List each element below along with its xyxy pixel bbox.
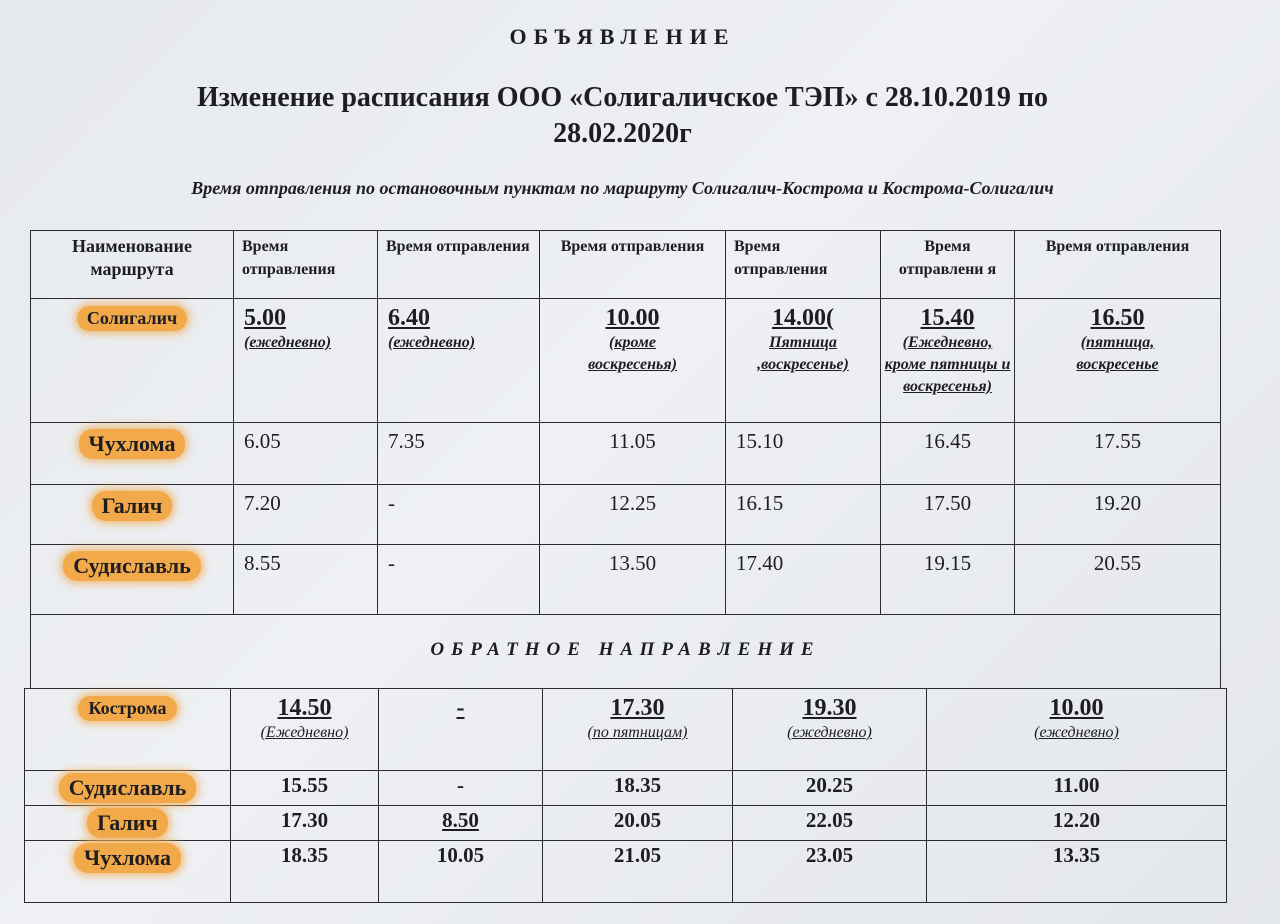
time-cell: 17.30 (по пятницам)	[543, 689, 733, 771]
time-cell: 14.00( Пятница ,воскресенье)	[726, 299, 881, 423]
row-galich	[31, 485, 1221, 545]
time-cell: 10.00 (кроме воскресенья)	[540, 299, 726, 423]
time-cell: 12.20	[927, 806, 1227, 841]
time-cell: 16.15	[726, 485, 881, 545]
header-departure-1: Время отправления	[234, 231, 378, 299]
reverse-schedule-table	[24, 688, 1227, 903]
time-cell: 17.50	[881, 485, 1015, 545]
time-cell: 19.20	[1015, 485, 1221, 545]
stop-name: Чухлома	[79, 429, 186, 459]
time-cell: 18.35	[543, 771, 733, 806]
time-cell: 10.05	[379, 841, 543, 903]
time-cell: 20.55	[1015, 545, 1221, 615]
stop-name: Кострома	[78, 696, 176, 721]
time-cell: 10.00 (ежедневно)	[927, 689, 1227, 771]
row-chukhloma-return	[25, 841, 1227, 903]
time-cell: 19.30 (ежедневно)	[733, 689, 927, 771]
row-kostroma	[25, 689, 1227, 771]
notice-title	[100, 80, 1145, 152]
time-cell: 23.05	[733, 841, 927, 903]
title-line-2: 28.02.2020г	[553, 118, 692, 149]
row-galich-return	[25, 806, 1227, 841]
time-cell: 14.50 (Ежедневно)	[231, 689, 379, 771]
time-cell: 22.05	[733, 806, 927, 841]
time-cell: 6.40 (ежедневно)	[378, 299, 540, 423]
forward-schedule-table	[30, 230, 1221, 689]
announcement-heading: ОБЪЯВЛЕНИЕ	[509, 24, 736, 49]
stop-name: Судиславль	[63, 551, 200, 581]
time-cell: 12.25	[540, 485, 726, 545]
time-cell: 15.55	[231, 771, 379, 806]
time-cell: 13.50	[540, 545, 726, 615]
header-departure-4: Время отправления	[726, 231, 881, 299]
time-cell: -	[379, 771, 543, 806]
row-chukhloma	[31, 423, 1221, 485]
time-cell: 21.05	[543, 841, 733, 903]
time-cell: 15.10	[726, 423, 881, 485]
row-sudislavl-return	[25, 771, 1227, 806]
time-cell: 16.50 (пятница, воскресенье	[1015, 299, 1221, 423]
stop-name: Солигалич	[77, 306, 187, 331]
time-cell: 17.40	[726, 545, 881, 615]
stop-name: Чухлома	[74, 843, 181, 873]
time-cell: 19.15	[881, 545, 1015, 615]
stop-name: Галич	[92, 491, 173, 521]
header-row	[31, 231, 1221, 299]
time-cell: 20.05	[543, 806, 733, 841]
time-cell: 16.45	[881, 423, 1015, 485]
time-cell: 11.05	[540, 423, 726, 485]
time-cell: 6.05	[234, 423, 378, 485]
title-line-1: Изменение расписания ООО «Солигаличское ТЭП» с 28.10.2019 по	[196, 82, 1049, 113]
time-cell: -	[378, 485, 540, 545]
header-departure-6: Время отправления	[1015, 231, 1221, 299]
time-cell: 15.40 (Ежедневно, кроме пятницы и воскресенья)	[881, 299, 1015, 423]
time-cell: 20.25	[733, 771, 927, 806]
schedule-subtitle: Время отправления по остановочным пунктам по маршруту Солигалич-Кострома и Кострома-Солигалич	[191, 178, 1054, 198]
time-cell: 18.35	[231, 841, 379, 903]
return-section-row	[31, 615, 1221, 689]
time-cell: 11.00	[927, 771, 1227, 806]
header-departure-5: Время отправлени я	[881, 231, 1015, 299]
time-cell: 7.35	[378, 423, 540, 485]
time-cell: 8.50	[379, 806, 543, 841]
stop-name: Галич	[87, 808, 168, 838]
time-cell: 7.20	[234, 485, 378, 545]
time-cell: 13.35	[927, 841, 1227, 903]
header-departure-3: Время отправления	[540, 231, 726, 299]
header-departure-2: Время отправления	[378, 231, 540, 299]
time-cell: -	[379, 689, 543, 771]
return-direction-title: ОБРАТНОЕ НАПРАВЛЕНИЕ	[31, 615, 1221, 689]
time-cell: 17.55	[1015, 423, 1221, 485]
time-cell: -	[378, 545, 540, 615]
stop-name: Судиславль	[59, 773, 196, 803]
header-route-name: Наименование маршрута	[31, 231, 234, 299]
time-cell: 5.00 (ежедневно)	[234, 299, 378, 423]
time-cell: 8.55	[234, 545, 378, 615]
row-soligalich	[31, 299, 1221, 423]
row-sudislavl	[31, 545, 1221, 615]
time-cell: 17.30	[231, 806, 379, 841]
